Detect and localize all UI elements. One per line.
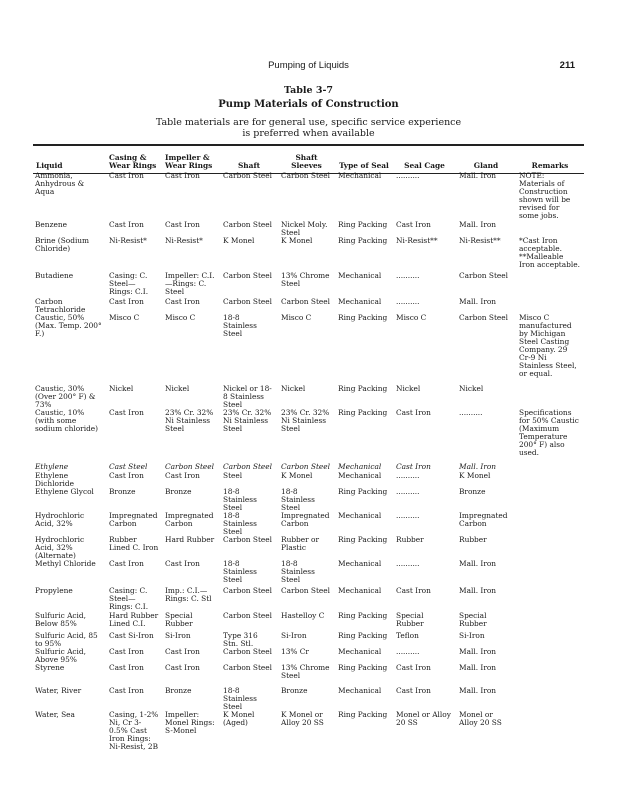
header-remarks: Remarks — [531, 161, 569, 170]
cell-liquid: Benzene — [35, 220, 67, 229]
cell-liquid: Water, Sea — [35, 710, 75, 719]
cell-casing: Cast Iron — [109, 471, 144, 480]
cell-impeller: Nickel — [165, 384, 190, 393]
table-row — [33, 512, 584, 536]
cell-gland: .......... — [459, 408, 483, 417]
cell-seal: Mechanical — [338, 647, 382, 656]
header-casing: Casing & Wear Rings — [109, 153, 157, 170]
header-seal: Type of Seal — [339, 161, 389, 170]
table-row — [33, 536, 584, 560]
table-row — [33, 664, 584, 687]
cell-liquid: Caustic, 30% (Over 200° F) & 73% — [35, 384, 96, 409]
table-row — [33, 237, 584, 272]
cell-casing: Impregnated Carbon — [109, 511, 158, 528]
cell-casing: Casing: C. Steel—Rings: C.I. — [109, 586, 149, 611]
cell-liquid: Water, River — [35, 686, 82, 695]
cell-remarks — [516, 385, 584, 409]
cell-impeller: Imp.: C.I.—Rings: C. Stl — [165, 586, 212, 603]
cell-shaft: 18-8 Stainless Steel — [223, 487, 257, 512]
cell-seal-cage: Misco C — [396, 313, 427, 322]
cell-seal: Ring Packing — [338, 408, 388, 417]
cell-shaft: Carbon Steel — [223, 462, 273, 471]
cell-shaft: Carbon Steel — [223, 297, 273, 306]
cell-casing: Casing: C. Steel—Rings: C.I. — [109, 271, 149, 296]
cell-impeller: Impeller: Monel Rings: S-Monel — [165, 710, 215, 735]
cell-casing: Misco C — [109, 313, 140, 322]
cell-seal-cage: Cast Iron — [396, 663, 431, 672]
cell-remarks — [516, 488, 584, 512]
cell-shaft: Type 316 Stn. Stl. — [223, 631, 258, 648]
cell-liquid: Ethylene Dichloride — [35, 471, 75, 488]
cell-remarks — [516, 560, 584, 587]
cell-seal-cage: .......... — [396, 471, 420, 480]
cell-seal: Mechanical — [338, 586, 382, 595]
cell-liquid: Ammonia, Anhydrous & Aqua — [35, 171, 85, 196]
cell-seal-cage: Cast Iron — [396, 686, 431, 695]
cell-casing: Ni-Resist* — [109, 236, 147, 245]
header-impeller: Impeller & Wear Rings — [165, 153, 213, 170]
table-row — [33, 221, 584, 237]
cell-liquid: Hydrochloric Acid, 32% (Alternate) — [35, 535, 85, 560]
cell-seal-cage: Cast Iron — [396, 408, 431, 417]
cell-sleeve: K Monel — [281, 471, 313, 480]
table-row — [33, 632, 584, 648]
cell-seal-cage: .......... — [396, 559, 420, 568]
cell-shaft: Carbon Steel — [223, 271, 273, 280]
cell-gland: Carbon Steel — [459, 271, 509, 280]
cell-impeller: Bronze — [165, 686, 192, 695]
cell-impeller: Si-Iron — [165, 631, 191, 640]
cell-remarks: Specifications for 50% Caustic (Maximum Temperature 200° F) also used. — [519, 408, 579, 457]
cell-liquid: Propylene — [35, 586, 73, 595]
cell-seal: Mechanical — [338, 271, 382, 280]
cell-impeller: Impregnated Carbon — [165, 511, 214, 528]
cell-remarks — [516, 648, 584, 664]
header-shaft-sleeves: Shaft Sleeves — [291, 153, 322, 170]
header-gland: Gland — [473, 161, 499, 170]
cell-seal-cage: .......... — [396, 297, 420, 306]
cell-shaft: K Monel (Aged) — [223, 710, 255, 727]
cell-impeller: Cast Iron — [165, 647, 200, 656]
header-liquid: Liquid — [36, 161, 63, 170]
cell-shaft: Carbon Steel — [223, 647, 273, 656]
cell-gland: Impregnated Carbon — [459, 511, 508, 528]
cell-seal-cage: Rubber — [396, 535, 424, 544]
cell-liquid: Carbon Tetrachloride — [35, 297, 86, 314]
cell-gland: Carbon Steel — [459, 313, 509, 322]
cell-impeller: Cast Iron — [165, 559, 200, 568]
cell-seal: Ring Packing — [338, 487, 388, 496]
cell-gland: Mall. Iron — [459, 171, 497, 180]
cell-seal: Ring Packing — [338, 313, 388, 322]
cell-seal: Mechanical — [338, 511, 382, 520]
cell-gland: Mall. Iron — [459, 663, 497, 672]
cell-sleeve: Impregnated Carbon — [281, 511, 330, 528]
cell-sleeve: Nickel Moly. Steel — [281, 220, 328, 237]
table-row — [33, 648, 584, 664]
header-seal-cage: Seal Cage — [404, 161, 445, 170]
cell-shaft: K Monel — [223, 236, 255, 245]
cell-seal: Ring Packing — [338, 220, 388, 229]
cell-impeller: Misco C — [165, 313, 196, 322]
running-head — [0, 60, 617, 74]
cell-sleeve: Carbon Steel — [281, 586, 331, 595]
cell-sleeve: 13% Cr — [281, 647, 309, 656]
cell-liquid: Sulfuric Acid, Above 95% — [35, 647, 86, 664]
cell-casing: Bronze — [109, 487, 136, 496]
table-row — [33, 409, 584, 463]
cell-shaft: Steel — [223, 471, 243, 480]
cell-gland: Special Rubber — [459, 611, 487, 628]
cell-impeller: Impeller: C.I.—Rings: C. Steel — [165, 271, 215, 296]
cell-liquid: Butadiene — [35, 271, 74, 280]
cell-impeller: Ni-Resist* — [165, 236, 203, 245]
table-header-row — [33, 146, 584, 172]
cell-gland: Mall. Iron — [459, 686, 497, 695]
cell-sleeve: 18-8 Stainless Steel — [281, 487, 315, 512]
cell-seal: Mechanical — [338, 171, 382, 180]
cell-impeller: Carbon Steel — [165, 462, 215, 471]
cell-seal-cage: Special Rubber — [396, 611, 424, 628]
cell-seal-cage: .......... — [396, 171, 420, 180]
cell-sleeve: Hastelloy C — [281, 611, 325, 620]
table-row — [33, 587, 584, 612]
cell-sleeve: K Monel or Alloy 20 SS — [281, 710, 324, 727]
cell-impeller: Cast Iron — [165, 663, 200, 672]
cell-seal-cage: Ni-Resist** — [396, 236, 438, 245]
cell-casing: Hard Rubber Lined C.I. — [109, 611, 159, 628]
cell-gland: K Monel — [459, 471, 491, 480]
cell-liquid: Ethylene — [35, 462, 69, 471]
cell-casing: Cast Steel — [109, 462, 148, 471]
cell-sleeve: 18-8 Stainless Steel — [281, 559, 315, 584]
cell-gland: Mall. Iron — [459, 647, 497, 656]
cell-liquid: Hydrochloric Acid, 32% — [35, 511, 85, 528]
cell-shaft: Carbon Steel — [223, 586, 273, 595]
cell-remarks: *Cast Iron acceptable. **Malleable Iron acceptable. — [519, 236, 580, 269]
cell-gland: Ni-Resist** — [459, 236, 501, 245]
cell-liquid: Sulfuric Acid, 85 to 95% — [35, 631, 98, 648]
cell-remarks — [516, 298, 584, 314]
table-row — [33, 488, 584, 512]
cell-remarks — [516, 612, 584, 632]
cell-remarks — [516, 536, 584, 560]
cell-shaft: Carbon Steel — [223, 663, 273, 672]
cell-gland: Mall. Iron — [459, 462, 497, 471]
table-row — [33, 687, 584, 711]
cell-remarks: NOTE: Materials of Construction shown will be revised for some jobs. — [519, 171, 571, 220]
cell-shaft: 23% Cr. 32% Ni Stainless Steel — [223, 408, 272, 433]
table-row — [33, 560, 584, 587]
cell-casing: Casing, 1-2% Ni, Cr 3-0.5% Cast Iron Rings: Ni-Resist, 2B — [109, 710, 159, 751]
cell-gland: Mall. Iron — [459, 586, 497, 595]
cell-impeller: Bronze — [165, 487, 192, 496]
table-row — [33, 272, 584, 298]
cell-seal-cage: Cast Iron — [396, 586, 431, 595]
cell-shaft: 18-8 Stainless Steel — [223, 559, 257, 584]
cell-shaft: Carbon Steel — [223, 535, 273, 544]
cell-gland: Monel or Alloy 20 SS — [459, 710, 502, 727]
cell-liquid: Caustic, 50% (Max. Temp. 200° F.) — [35, 313, 102, 338]
cell-casing: Cast Iron — [109, 663, 144, 672]
cell-sleeve: Carbon Steel — [281, 171, 331, 180]
cell-seal: Ring Packing — [338, 631, 388, 640]
cell-sleeve: 13% Chrome Steel — [281, 271, 330, 288]
cell-shaft: 18-8 Stainless Steel — [223, 313, 257, 338]
cell-seal-cage: .......... — [396, 271, 420, 280]
cell-seal-cage: Nickel — [396, 384, 421, 393]
cell-seal-cage: .......... — [396, 511, 420, 520]
cell-seal-cage: Cast Iron — [396, 220, 431, 229]
cell-sleeve: Carbon Steel — [281, 462, 331, 471]
cell-seal: Ring Packing — [338, 236, 388, 245]
cell-gland: Mall. Iron — [459, 220, 497, 229]
cell-gland: Bronze — [459, 487, 486, 496]
cell-remarks — [516, 687, 584, 711]
table-row — [33, 314, 584, 385]
cell-shaft: Carbon Steel — [223, 611, 273, 620]
cell-sleeve: Bronze — [281, 686, 308, 695]
cell-sleeve: 23% Cr. 32% Ni Stainless Steel — [281, 408, 330, 433]
cell-casing: Nickel — [109, 384, 134, 393]
cell-seal: Ring Packing — [338, 611, 388, 620]
cell-liquid: Ethylene Glycol — [35, 487, 94, 496]
cell-gland: Mall. Iron — [459, 559, 497, 568]
cell-shaft: Nickel or 18-8 Stainless Steel — [223, 384, 272, 409]
cell-impeller: Cast Iron — [165, 171, 200, 180]
cell-casing: Cast Iron — [109, 686, 144, 695]
cell-seal: Mechanical — [338, 559, 382, 568]
table-row — [33, 711, 584, 751]
cell-impeller: Cast Iron — [165, 297, 200, 306]
cell-casing: Cast Iron — [109, 408, 144, 417]
cell-sleeve: Si-Iron — [281, 631, 307, 640]
cell-shaft: Carbon Steel — [223, 220, 273, 229]
cell-casing: Cast Iron — [109, 647, 144, 656]
cell-casing: Cast Iron — [109, 220, 144, 229]
table-row — [33, 172, 584, 221]
cell-sleeve: 13% Chrome Steel — [281, 663, 330, 680]
cell-seal-cage: .......... — [396, 487, 420, 496]
cell-sleeve: Nickel — [281, 384, 306, 393]
cell-casing: Cast Si-Iron — [109, 631, 154, 640]
cell-impeller: Hard Rubber — [165, 535, 215, 544]
cell-sleeve: Carbon Steel — [281, 297, 331, 306]
cell-sleeve: K Monel — [281, 236, 313, 245]
cell-remarks — [516, 463, 584, 472]
cell-seal-cage: Teflon — [396, 631, 419, 640]
cell-gland: Rubber — [459, 535, 487, 544]
cell-seal: Mechanical — [338, 471, 382, 480]
cell-remarks — [516, 711, 584, 751]
cell-liquid: Sulfuric Acid, Below 85% — [35, 611, 86, 628]
cell-remarks — [516, 587, 584, 612]
table-row — [33, 612, 584, 632]
cell-impeller: Cast Iron — [165, 471, 200, 480]
cell-liquid: Methyl Chloride — [35, 559, 96, 568]
cell-seal: Mechanical — [338, 686, 382, 695]
page-number: 211 — [559, 60, 575, 71]
cell-seal: Mechanical — [338, 297, 382, 306]
cell-impeller: Cast Iron — [165, 220, 200, 229]
cell-seal-cage: Cast Iron — [396, 462, 431, 471]
cell-remarks — [516, 472, 584, 488]
cell-remarks — [516, 512, 584, 536]
cell-remarks — [516, 221, 584, 237]
cell-remarks — [516, 272, 584, 298]
running-head-title: Pumping of Liquids — [268, 60, 349, 71]
cell-casing: Cast Iron — [109, 297, 144, 306]
cell-sleeve: Misco C — [281, 313, 312, 322]
cell-casing: Cast Iron — [109, 171, 144, 180]
cell-seal: Ring Packing — [338, 663, 388, 672]
cell-liquid: Brine (Sodium Chloride) — [35, 236, 90, 253]
cell-gland: Nickel — [459, 384, 484, 393]
table-note: Table materials are for general use, specific service experience is preferred when available — [155, 117, 462, 139]
cell-seal-cage: .......... — [396, 647, 420, 656]
cell-remarks — [516, 664, 584, 687]
table-title: Pump Materials of Construction — [218, 99, 399, 110]
materials-table — [33, 146, 584, 751]
cell-shaft: Carbon Steel — [223, 171, 273, 180]
cell-casing: Rubber Lined C. Iron — [109, 535, 159, 552]
cell-gland: Mall. Iron — [459, 297, 497, 306]
cell-seal: Ring Packing — [338, 710, 388, 719]
table-number: Table 3-7 — [283, 85, 334, 96]
cell-impeller: Special Rubber — [165, 611, 193, 628]
cell-seal: Mechanical — [338, 462, 382, 471]
cell-remarks: Misco C manufactured by Michigan Steel Casting Company. 29 Cr-9 Ni Stainless Steel, or equal. — [519, 313, 577, 378]
cell-seal-cage: Monel or Alloy 20 SS — [396, 710, 451, 727]
cell-gland: Si-Iron — [459, 631, 485, 640]
table-row — [33, 298, 584, 314]
cell-casing: Cast Iron — [109, 559, 144, 568]
cell-liquid: Styrene — [35, 663, 65, 672]
table-row — [33, 385, 584, 409]
cell-shaft: 18-8 Stainless Steel — [223, 511, 257, 536]
cell-shaft: 18-8 Stainless Steel — [223, 686, 257, 711]
header-shaft: Shaft — [237, 161, 261, 170]
cell-seal: Ring Packing — [338, 384, 388, 393]
cell-sleeve: Rubber or Plastic — [281, 535, 320, 552]
cell-impeller: 23% Cr. 32% Ni Stainless Steel — [165, 408, 214, 433]
table-row — [33, 472, 584, 488]
cell-seal: Ring Packing — [338, 535, 388, 544]
table-body — [33, 172, 584, 751]
cell-liquid: Caustic, 10% (with some sodium chloride) — [35, 408, 99, 433]
cell-remarks — [516, 632, 584, 648]
